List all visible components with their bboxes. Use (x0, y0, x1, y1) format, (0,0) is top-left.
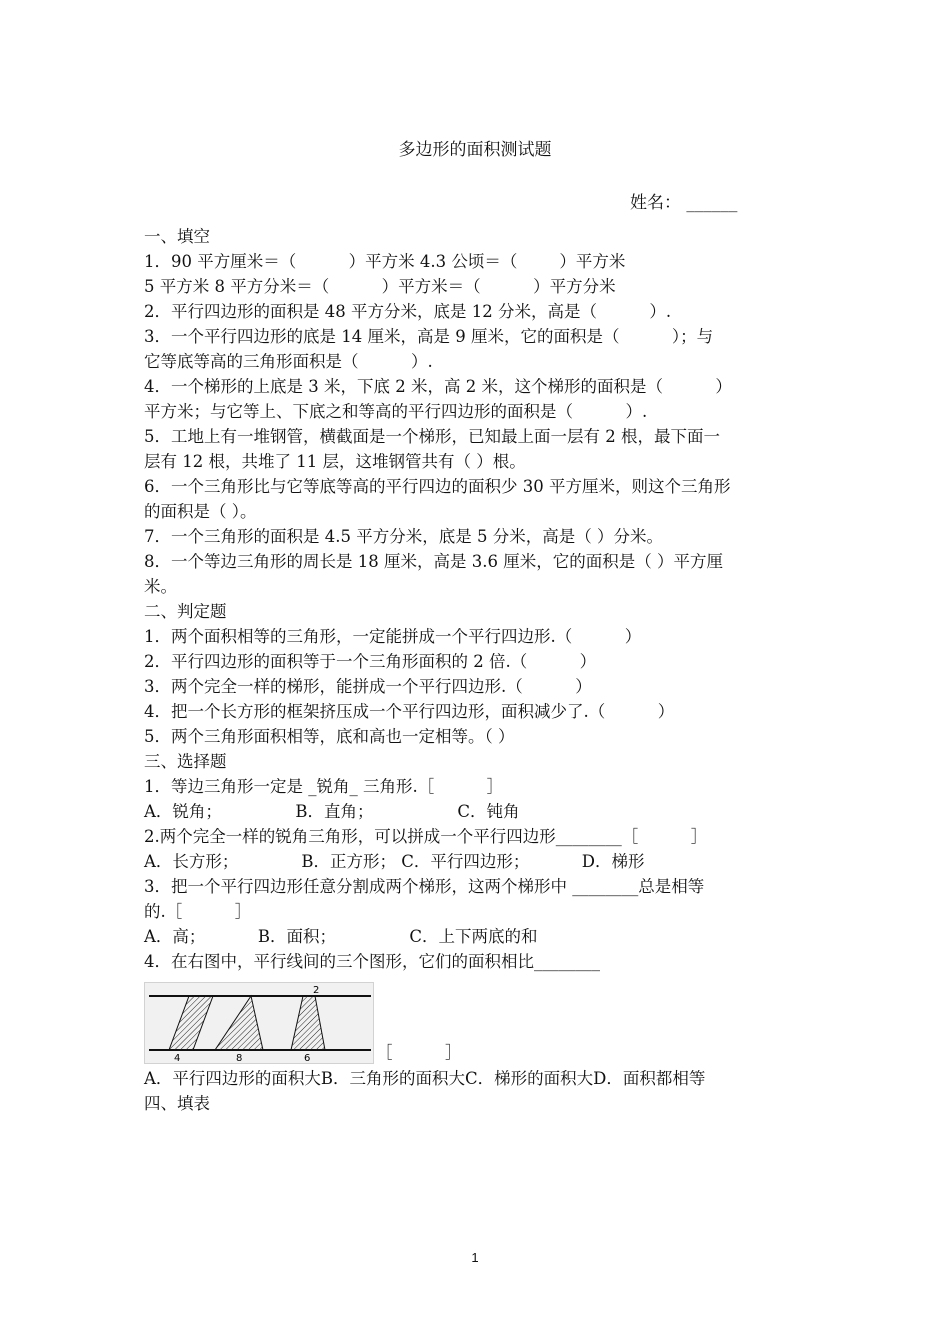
trapezoid-shape (291, 996, 325, 1050)
section-heading-fill-in: 一、填空 (144, 227, 210, 246)
question-line: 3．把一个平行四边形任意分割成两个梯形，这两个梯形中 ________总是相等 (144, 877, 705, 896)
question-line: 的面积是（ ）。 (144, 502, 257, 521)
question-line: 2．平行四边形的面积是 48 平方分米，底是 12 分米，高是（ ）. (144, 302, 672, 321)
choice-line: A．平行四边形的面积大B．三角形的面积大C．梯形的面积大D．面积都相等 (144, 1069, 706, 1088)
answer-bracket: ［ ］ (376, 1043, 462, 1062)
question-line: 平方米；与它等上、下底之和等高的平行四边形的面积是（ ）. (144, 402, 648, 421)
figure-label-bottom: 8 (236, 1053, 243, 1063)
question-line: 1．等边三角形一定是 _锐角_ 三角形.［ ］ (144, 777, 504, 796)
question-line: 2.两个完全一样的锐角三角形，可以拼成一个平行四边形________［ ］ (144, 827, 708, 846)
question-line: 3．两个完全一样的梯形，能拼成一个平行四边形.（ ） (144, 677, 592, 696)
parallelogram-shape (169, 996, 213, 1050)
question-line: 3．一个平行四边形的底是 14 厘米，高是 9 厘米，它的面积是（ ）；与 (144, 327, 714, 346)
document-body (144, 224, 810, 1116)
question-line: 米。 (144, 577, 177, 596)
question-line: 它等底等高的三角形面积是（ ）. (144, 352, 433, 371)
figure-row (144, 980, 810, 1064)
figure-label-bottom: 6 (304, 1053, 311, 1063)
question-line: 1．两个面积相等的三角形，一定能拼成一个平行四边形.（ ） (144, 627, 642, 646)
question-line: 4．在右图中，平行线间的三个图形，它们的面积相比________ (144, 952, 600, 971)
question-line: 4．把一个长方形的框架挤压成一个平行四边形，面积减少了.（ ） (144, 702, 675, 721)
question-line: 2．平行四边形的面积等于一个三角形面积的 2 倍.（ ） (144, 652, 597, 671)
figure-label-top: 2 (313, 985, 320, 996)
choice-line: A．长方形； B．正方形； C．平行四边形； D．梯形 (144, 852, 645, 871)
question-line: 7．一个三角形的面积是 4.5 平方分米，底是 5 分米，高是（ ）分米。 (144, 527, 663, 546)
section-heading-true-false: 二、判定题 (144, 602, 227, 621)
question-line: 5．工地上有一堆钢管，横截面是一个梯形，已知最上面一层有 2 根，最下面一 (144, 427, 720, 446)
choice-line: A．高； B．面积； C．上下两底的和 (144, 927, 538, 946)
section-heading-fill-table: 四、填表 (144, 1094, 210, 1113)
question-line: 8．一个等边三角形的周长是 18 厘米，高是 3.6 厘米，它的面积是（ ）平方厘 (144, 552, 723, 571)
question-line: 的.［ ］ (144, 902, 252, 921)
name-field-label: 姓名： ______ (630, 193, 738, 213)
question-line: 5 平方米 8 平方分米＝（ ）平方米＝（ ）平方分米 (144, 277, 616, 296)
question-line: 5．两个三角形面积相等，底和高也一定相等。（ ） (144, 727, 515, 746)
triangle-shape (215, 996, 263, 1050)
page-number: 1 (471, 1250, 479, 1265)
page-title: 多边形的面积测试题 (398, 140, 552, 160)
figure-label-bottom: 4 (174, 1053, 181, 1063)
section-heading-multiple-choice: 三、选择题 (144, 752, 227, 771)
shapes-diagram (145, 983, 373, 1063)
question-line: 层有 12 根，共堆了 11 层，这堆钢管共有（ ）根。 (144, 452, 526, 471)
question-line: 1．90 平方厘米＝（ ）平方米 4.3 公顷＝（ ）平方米 (144, 252, 626, 271)
question-line: 4．一个梯形的上底是 3 米，下底 2 米，高 2 米，这个梯形的面积是（ ） (144, 377, 732, 396)
question-line: 6．一个三角形比与它等底等高的平行四边的面积少 30 平方厘米，则这个三角形 (144, 477, 731, 496)
choice-line: A．锐角； B．直角； C．钝角 (144, 802, 520, 821)
parallel-lines-figure (144, 982, 374, 1064)
